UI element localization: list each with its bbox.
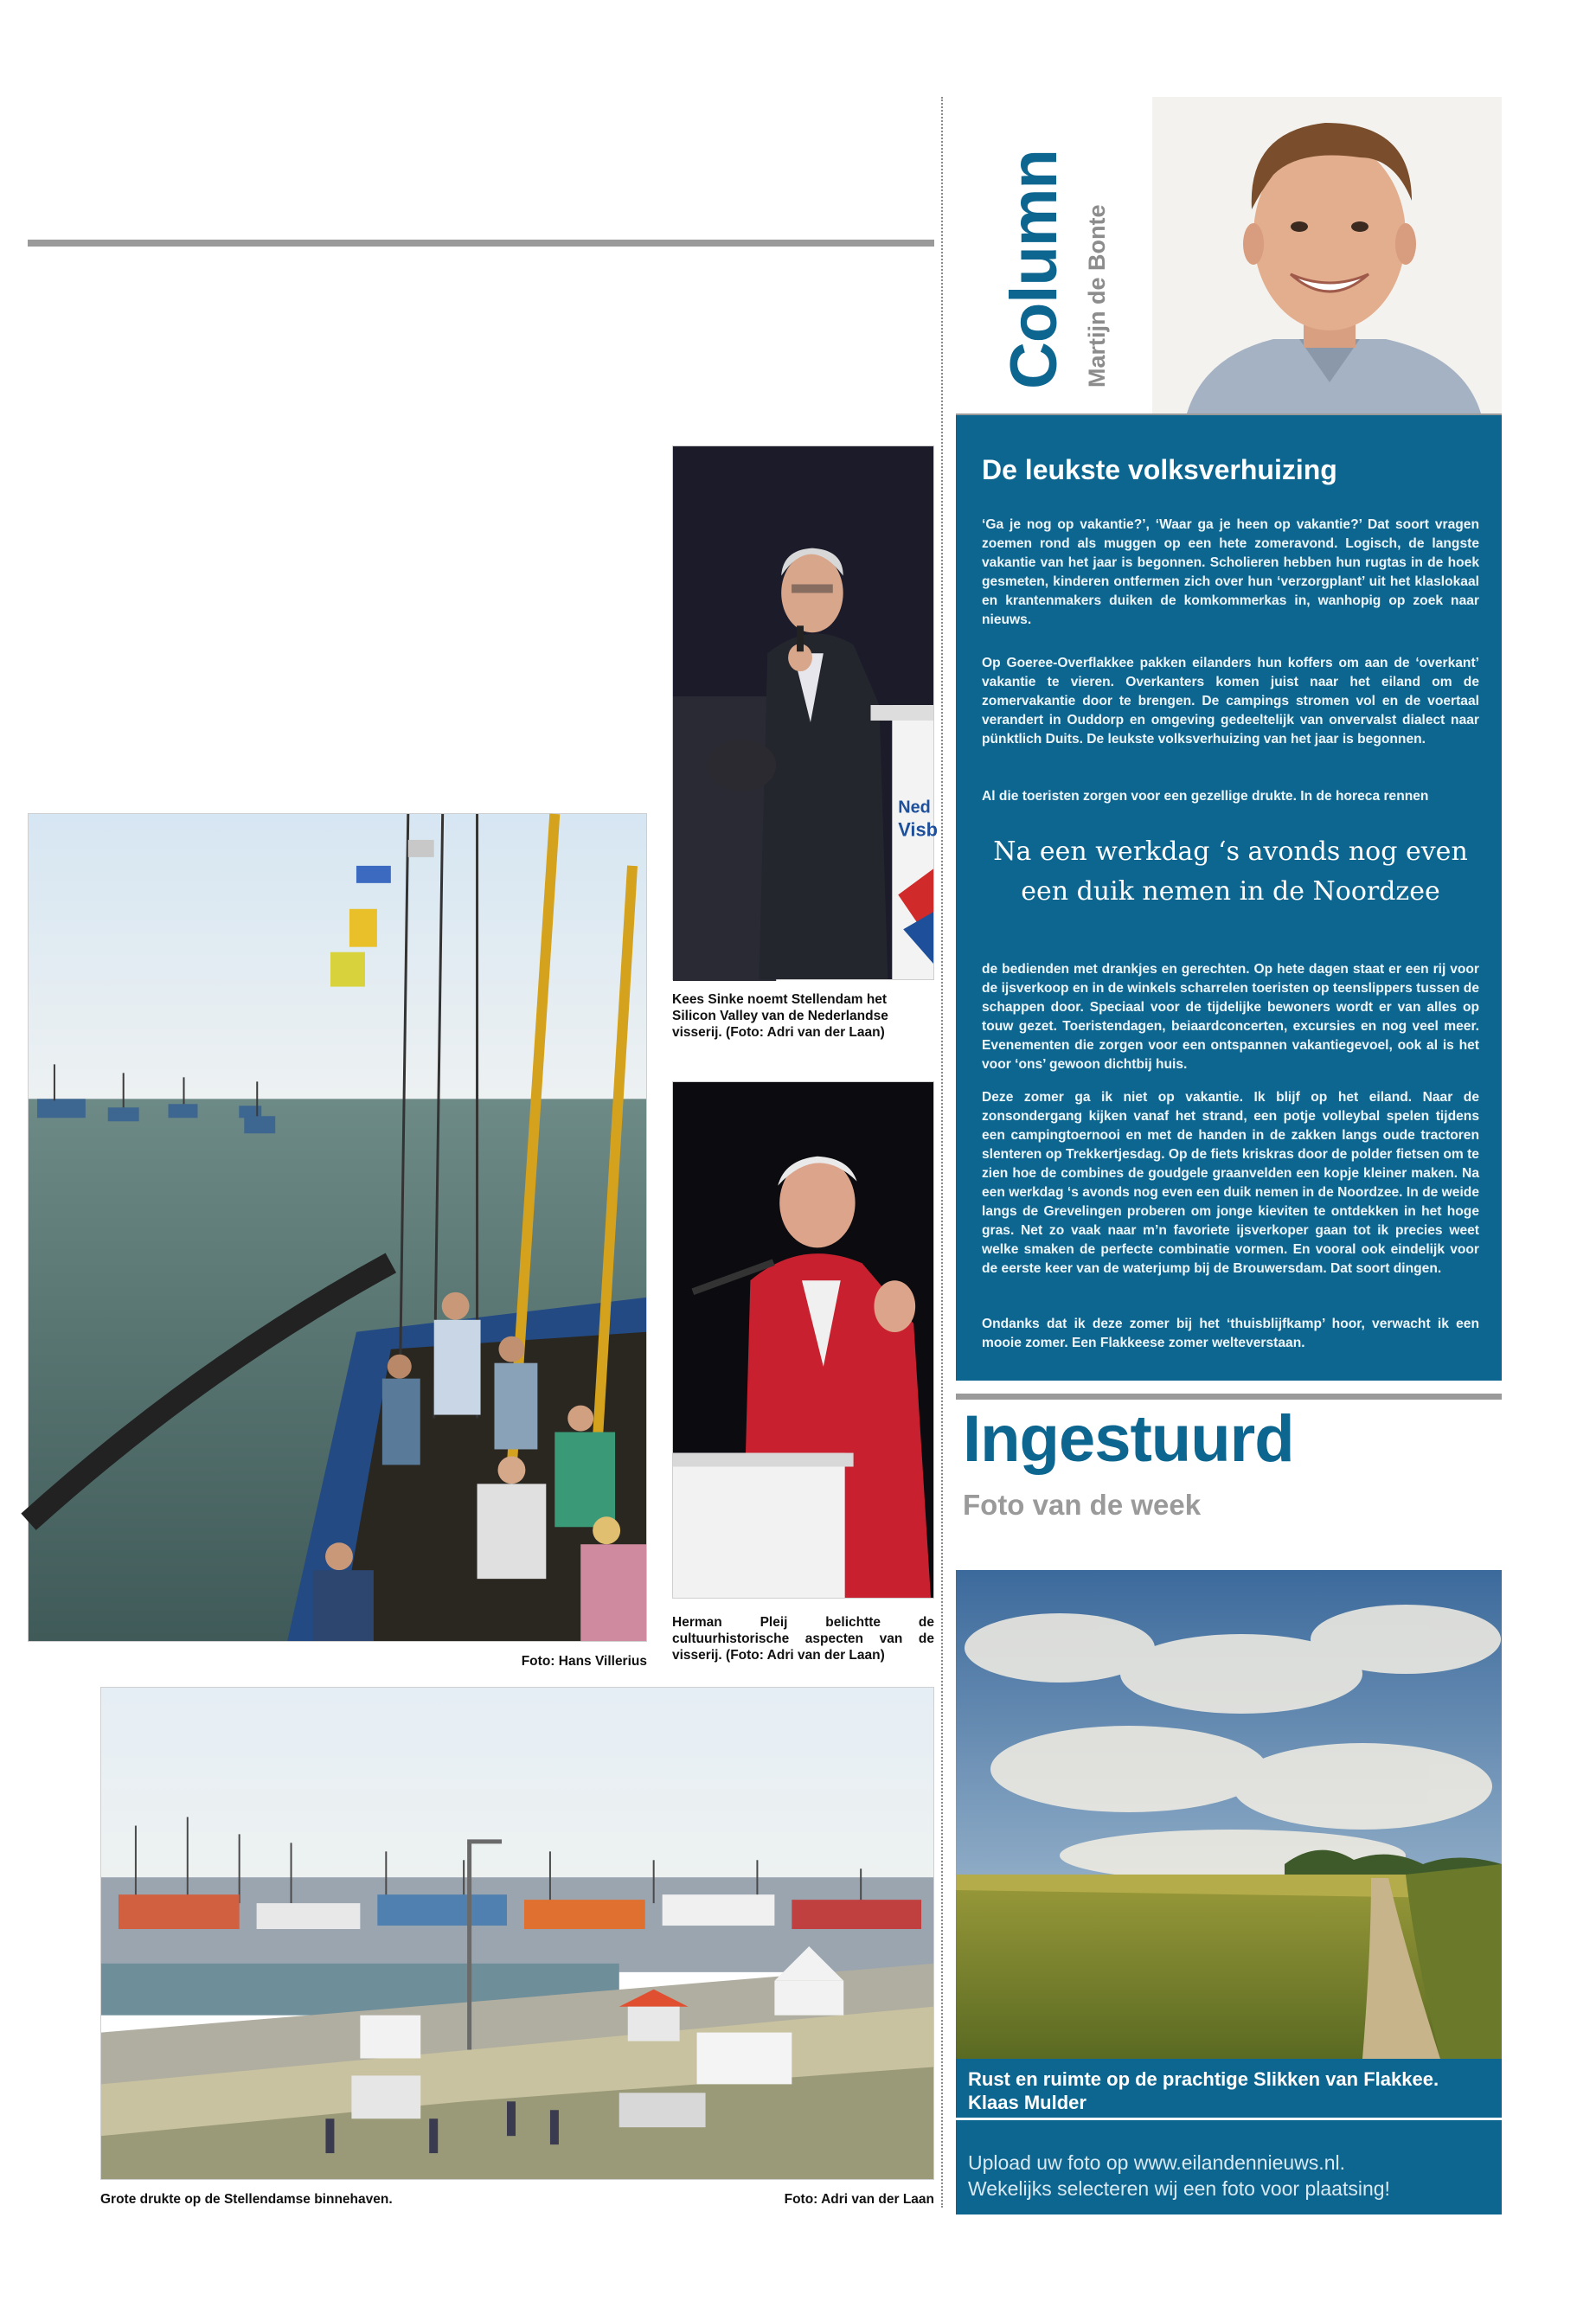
section-rule <box>28 240 934 247</box>
column-title: Column <box>997 150 1071 389</box>
upload-line-1: Upload uw foto op www.eilandennieuws.nl. <box>968 2151 1345 2174</box>
photo-harbour <box>100 1687 934 2180</box>
caption-harbour-credit: Foto: Adri van der Laan <box>784 2192 934 2207</box>
column-paragraph: Al die toeristen zorgen voor een gezellige drukte. In de horeca rennen <box>982 789 1429 804</box>
column-author: Martijn de Bonte <box>1084 204 1110 388</box>
column-box <box>956 415 1502 1381</box>
upload-box <box>956 2118 1502 2214</box>
upload-line-2: Wekelijks selecteren wij een foto voor plaatsing! <box>968 2177 1390 2200</box>
ingestuurd-rule <box>956 1394 1502 1400</box>
ingestuurd-title: Ingestuurd <box>963 1402 1294 1476</box>
podium-text-2: Visb <box>898 818 939 841</box>
column-paragraph: Ondanks dat ik deze zomer bij het ‘thuisblijfkamp’ hoor, verwacht ik een mooie zomer. Een Flakkeese zomer welteverstaan. <box>982 1317 1479 1350</box>
column-paragraph: Deze zomer ga ik niet op vakantie. Ik blijf op het eiland. Naar de zonsondergang kijken vanaf het strand, een potje volleybal spelen tijdens een campingtoernooi en met de handen in de zakken langs oude tractoren slenteren op Trekkertjesdag. Op de fiets kriskras door de polder fietsen om te zien hoe de combines de goudgele graanvelden een kopje kleiner maken. Na een werkdag ‘s avonds nog even een duik nemen in de Noordzee. In de weide langs de Grevelingen proberen om jonge kieviten te ontdekken in het hoge gras. Net zo vaak naar m’n favoriete ijsverkoper gaan tot ik precies weet welke smaken de perfecte combinatie vormen. En vooral ook eindelijk voor de eerste keer van de waterjump bij de Brouwersdam. Dat soort dingen. <box>982 1090 1479 1276</box>
photo-of-the-week <box>956 1570 1502 2059</box>
column-paragraph: de bedienden met drankjes en gerechten. Op hete dagen staat er een rij voor de ijsverkoop en in de winkels scharrelen toeristen op teenslippers tussen de schappen door. Speciaal voor de tijdelijke bewoners wordt er van alles op touw gezet. Toeristendagen, beiaardconcerten, excursies en nog veel meer. Evenementen die zorgen voor een ontspannen vakantiegevoel, ook al is het voor ‘ons’ gewoon dichtbij huis. <box>982 962 1479 1072</box>
column-headline: De leukste volksverhuizing <box>982 454 1337 485</box>
photo-caption-box <box>956 2059 1502 2118</box>
author-portrait <box>1152 97 1502 413</box>
column-divider <box>941 97 943 2208</box>
photo-kees-sinke <box>672 445 939 980</box>
caption-kees-sinke: Kees Sinke noemt Stellendam het Silicon Valley van de Nederlandse visserij. (Foto: Adri van der Laan) <box>672 992 888 1040</box>
column-pull-quote: Na een werkdag ‘s avonds nog even een duik nemen in de Noordzee <box>993 836 1468 907</box>
column-paragraph: ‘Ga je nog op vakantie?’, ‘Waar ga je heen op vakantie?’ Dat soort vragen zoemen rond als muggen op een hete zomeravond. Logisch, de langste vakantie van het jaar is begonnen. Scholieren hebben hun rugtas in de hoek gesmeten, kinderen ontfermen zich over hun ‘verzorgplant’ uit het klaslokaal en krantenmakers duiken de komkommerkas in, wanhopig op zoek naar nieuws. <box>982 517 1479 627</box>
podium-text-1: Ned <box>898 798 931 817</box>
column-paragraph: Op Goeree-Overflakkee pakken eilanders hun koffers om aan de ‘overkant’ vakantie te vieren. Overkanters komen juist naar het eiland om de zomervakantie door te brengen. De campings stromen vol en de voertaal verandert in Ouddorp en omgeving gedeeltelijk van onvervalst dialect naar pünktlich Duits. De leukste volksverhuizing van het jaar is begonnen. <box>982 656 1479 747</box>
caption-herman-pleij: Herman Pleij belichtte de cultuurhistorische aspecten van de visserij. (Foto: Adri van der Laan) <box>672 1615 934 1663</box>
photo-herman-pleij <box>672 1081 934 1599</box>
photo-of-the-week-caption: Rust en ruimte op de prachtige Slikken van Flakkee. Klaas Mulder <box>968 2068 1439 2113</box>
ingestuurd-subtitle: Foto van de week <box>963 1489 1202 1521</box>
caption-harbour: Grote drukte op de Stellendamse binnehaven. <box>100 2192 393 2207</box>
caption-boat-credit: Foto: Hans Villerius <box>521 1654 647 1669</box>
photo-fishing-boat <box>28 813 647 1642</box>
